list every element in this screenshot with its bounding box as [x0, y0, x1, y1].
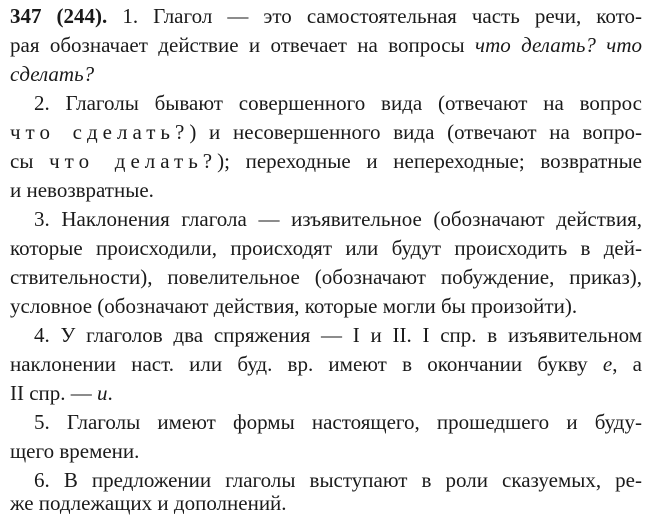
item-4-line-1 — [34, 321, 642, 349]
text-run: 4. У глаголов два спряжения — I и II. I спр. в изъявительном — [34, 323, 642, 347]
italic-text: сделать? — [10, 62, 95, 86]
item-1-line-3 — [10, 60, 642, 88]
text-run: сы — [10, 149, 50, 173]
spaced-text: что делать? — [49, 149, 218, 173]
item-2-line-4 — [10, 176, 642, 204]
text-run: 2. Глаголы бывают совершенного вида (отвечают на вопрос — [34, 91, 642, 115]
item-3-line-3 — [10, 263, 642, 291]
italic-letter: е — [602, 352, 613, 376]
text-run: , а — [612, 352, 642, 376]
text-run: . — [107, 381, 113, 405]
item-1-line-2 — [10, 31, 642, 59]
item-4-line-2 — [10, 350, 642, 378]
item-1-line-1 — [10, 2, 642, 30]
text-run: ); переходные и непереходные; возвратные — [217, 149, 642, 173]
text-run: ) и несовершенного вида (отвечают на вопро- — [189, 120, 642, 144]
item-3-line-4 — [10, 292, 642, 320]
text-run: ствительности), повелительное (обозначают побуждение, приказ), — [10, 265, 642, 289]
text-run: 1. Глагол — это самостоятельная часть речи, кото- — [122, 4, 642, 28]
text-run: и невозвратные. — [10, 178, 154, 202]
text-run: 6. В предложении глаголы выступают в роли сказуемых, ре- — [34, 468, 642, 492]
item-3-line-1 — [34, 205, 642, 233]
text-run: щего времени. — [10, 439, 140, 463]
text-run: 5. Глаголы имеют формы настоящего, прошедшего и буду- — [34, 410, 642, 434]
text-run: которые происходили, происходят или будут происходить в дей- — [10, 236, 642, 260]
text-run: II спр. — — [10, 381, 98, 405]
item-4-line-3 — [10, 379, 642, 407]
item-3-line-2 — [10, 234, 642, 262]
text-run: рая обозначает действие и отвечает на вопросы — [10, 33, 476, 57]
spaced-text: что сделать? — [10, 120, 190, 144]
item-6-line-2 — [10, 489, 642, 517]
text-run: наклонении наст. или буд. вр. имеют в окончании букву — [10, 352, 603, 376]
text-run: же подлежащих и дополнений. — [10, 491, 287, 515]
italic-letter: и — [97, 381, 108, 405]
italic-text: что делать? что — [475, 33, 642, 57]
item-2-line-1 — [34, 89, 642, 117]
item-2-line-2 — [10, 118, 642, 146]
item-2-line-3 — [10, 147, 642, 175]
item-5-line-1 — [34, 408, 642, 436]
text-run: 3. Наклонения глагола — изъявительное (обозначают действия, — [34, 207, 642, 231]
text-run: условное (обозначают действия, которые могли бы произойти). — [10, 294, 578, 318]
exercise-number: 347 (244). — [10, 4, 108, 28]
item-5-line-2 — [10, 437, 642, 465]
